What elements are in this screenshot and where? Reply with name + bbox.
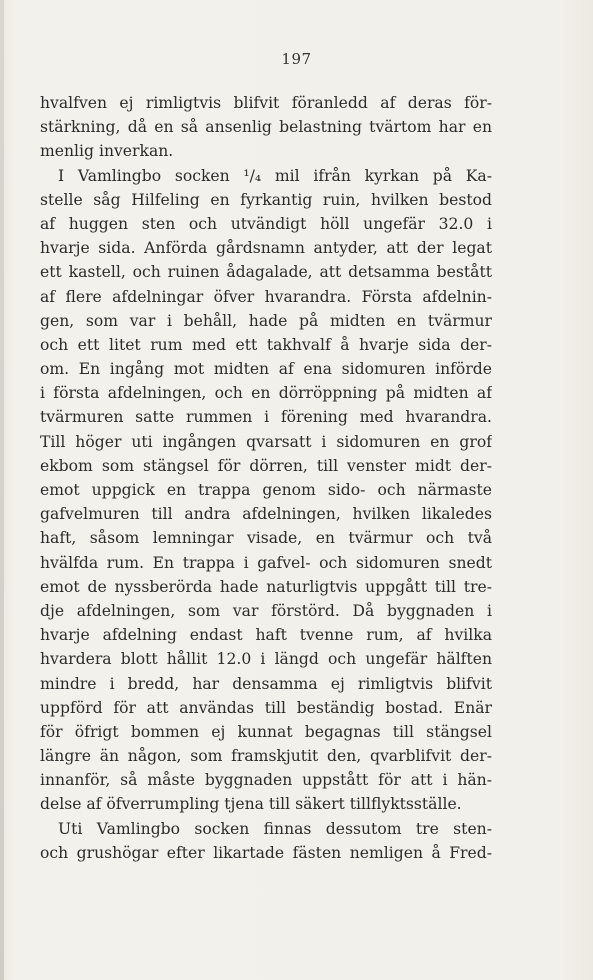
text-line: och grushögar efter likartade fästen nemligen å Fred- bbox=[40, 843, 492, 862]
text-line: hvardera blott hållit 12.0 i längd och ungefär hälften bbox=[40, 650, 492, 669]
page-number: 197 bbox=[281, 50, 312, 68]
text-line: af flere afdelningar öfver hvarandra. Första afdelnin- bbox=[40, 287, 492, 306]
text-line: hvarje afdelning endast haft tvenne rum, af hvilka bbox=[40, 626, 492, 645]
text-line: mindre i bredd, har densamma ej rimligtvis blifvit bbox=[40, 674, 492, 693]
text-line: längre än någon, som framskjutit den, qvarblifvit der- bbox=[40, 747, 492, 766]
text-line: Uti Vamlingbo socken finnas dessutom tre sten- bbox=[58, 819, 492, 838]
text-line: gen, som var i behåll, hade på midten en tvärmur bbox=[40, 311, 492, 330]
text-line: menlig inverkan. bbox=[40, 142, 174, 161]
text-line: i första afdelningen, och en dörröppning på midten af bbox=[40, 384, 492, 403]
text-line: tvärmuren satte rummen i förening med hvarandra. bbox=[40, 408, 492, 427]
text-line: stärkning, då en så ansenlig belastning tvärtom har en bbox=[40, 118, 492, 137]
text-line: uppförd för att användas till beständig bostad. Enär bbox=[40, 698, 492, 717]
text-line: I Vamlingbo socken ¹/₄ mil ifrån kyrkan på Ka- bbox=[58, 166, 492, 185]
text-line: emot de nyssberörda hade naturligtvis uppgått till tre- bbox=[40, 577, 492, 596]
text-line: af huggen sten och utvändigt höll ungefär 32.0 i bbox=[40, 214, 492, 233]
text-line: innanför, så måste byggnaden uppstått för att i hän- bbox=[40, 771, 492, 790]
page-edge-shadow bbox=[0, 0, 4, 980]
text-line: för öfrigt bommen ej kunnat begagnas till stängsel bbox=[40, 722, 492, 741]
text-line: ett kastell, och ruinen ådagalade, att detsamma bestått bbox=[40, 263, 492, 282]
text-line: delse af öfverrumpling tjena till säkert tillflyktsställe. bbox=[40, 795, 462, 814]
text-line: emot uppgick en trappa genom sido- och närmaste bbox=[40, 481, 492, 499]
text-line: gafvelmuren till andra afdelningen, hvilken likaledes bbox=[40, 505, 492, 524]
text-line: hvarje sida. Anförda gårdsnamn antyder, att der legat bbox=[40, 239, 492, 258]
text-line: ekbom som stängsel för dörren, till venster midt der- bbox=[40, 456, 492, 475]
text-line: Till höger uti ingången qvarsatt i sidomuren en grof bbox=[40, 432, 492, 451]
text-line: haft, såsom lemningar visade, en tvärmur och två bbox=[40, 529, 492, 548]
body-text bbox=[40, 91, 492, 865]
text-line: och ett litet rum med ett takhvalf å hvarje sida der- bbox=[40, 335, 492, 354]
text-line: dje afdelningen, som var förstörd. Då byggnaden i bbox=[40, 601, 492, 620]
text-line: hvälfda rum. En trappa i gafvel- och sidomuren snedt bbox=[40, 553, 492, 572]
text-line: om. En ingång mot midten af ena sidomuren införde bbox=[40, 360, 492, 379]
text-line: hvalfven ej rimligtvis blifvit föranledd af deras för- bbox=[40, 94, 492, 112]
text-line: stelle såg Hilfeling en fyrkantig ruin, hvilken bestod bbox=[40, 190, 492, 209]
